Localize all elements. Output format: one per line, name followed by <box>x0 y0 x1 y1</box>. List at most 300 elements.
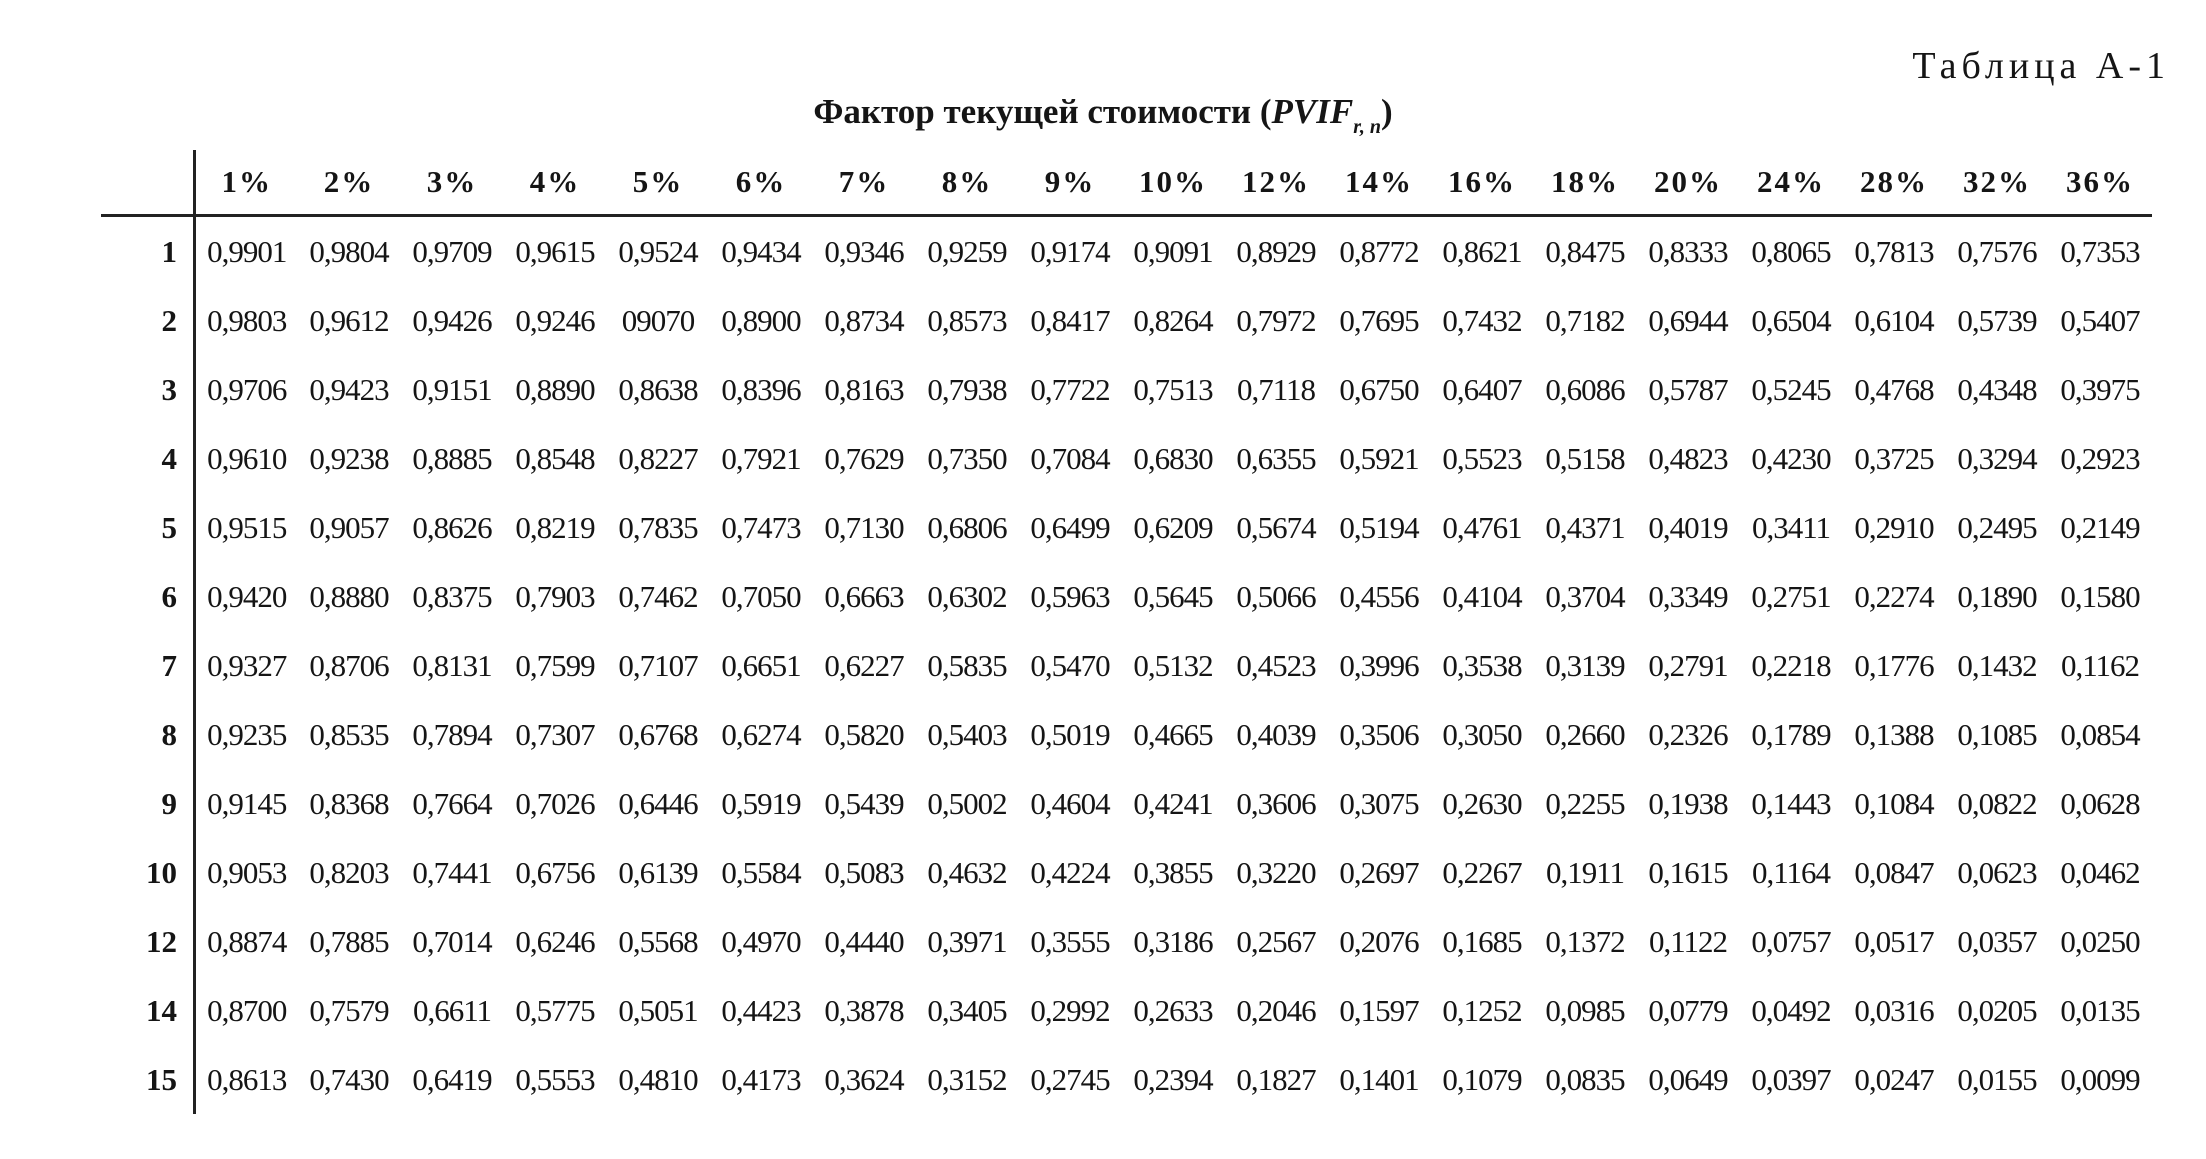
column-header-rate: 7% <box>813 150 916 216</box>
table-cell: 0,6663 <box>824 578 904 614</box>
table-cell: 0,6806 <box>927 509 1007 545</box>
table-cell: 0,2567 <box>1236 923 1316 959</box>
table-cell: 0,6830 <box>1133 440 1213 476</box>
table-cell: 0,6086 <box>1545 371 1625 407</box>
table-cell: 0,2046 <box>1236 992 1316 1028</box>
table-cell: 0,7664 <box>412 785 492 821</box>
table-cell: 0,4241 <box>1133 785 1213 821</box>
table-cell: 0,5963 <box>1030 578 1110 614</box>
table-cell: 0,2697 <box>1339 854 1419 890</box>
table-cell: 0,6407 <box>1442 371 1522 407</box>
table-cell: 0,0357 <box>1957 923 2037 959</box>
table-cell: 0,7835 <box>618 509 698 545</box>
table-row <box>101 976 2152 1045</box>
table-cell: 0,3975 <box>2060 371 2140 407</box>
table-cell: 0,8772 <box>1339 233 1419 269</box>
table-cell: 0,7894 <box>412 716 492 752</box>
table-row <box>101 424 2152 493</box>
table-cell: 0,3294 <box>1957 440 2037 476</box>
table-cell: 0,0757 <box>1751 923 1831 959</box>
table-cell: 0,8535 <box>309 716 389 752</box>
table-cell: 0,6139 <box>618 854 698 890</box>
table-cell: 0,5132 <box>1133 647 1213 683</box>
table-cell: 0,1827 <box>1236 1061 1316 1097</box>
table-cell: 0,3050 <box>1442 716 1522 752</box>
column-header-rate: 5% <box>607 150 710 216</box>
table-cell: 0,8929 <box>1236 233 1316 269</box>
table-cell: 0,7813 <box>1854 233 1934 269</box>
table-cell: 0,1597 <box>1339 992 1419 1028</box>
table-cell: 0,8890 <box>515 371 595 407</box>
pvif-table <box>101 150 2152 1114</box>
table-cell: 0,7353 <box>2060 233 2140 269</box>
column-header-rate: 1% <box>195 150 298 216</box>
column-header-rate: 20% <box>1637 150 1740 216</box>
table-cell: 0,2218 <box>1751 647 1831 683</box>
table-cell: 0,8203 <box>309 854 389 890</box>
table-cell: 0,2910 <box>1854 509 1934 545</box>
column-header-rate: 28% <box>1843 150 1946 216</box>
table-cell: 0,3349 <box>1648 578 1728 614</box>
table-cell: 0,1938 <box>1648 785 1728 821</box>
table-cell: 0,1443 <box>1751 785 1831 821</box>
table-cell: 0,2923 <box>2060 440 2140 476</box>
table-cell: 0,8573 <box>927 302 1007 338</box>
table-cell: 0,3725 <box>1854 440 1934 476</box>
table-cell: 0,7084 <box>1030 440 1110 476</box>
table-cell: 0,5775 <box>515 992 595 1028</box>
table-cell: 0,9803 <box>207 302 287 338</box>
table-cell: 0,3704 <box>1545 578 1625 614</box>
table-row <box>101 769 2152 838</box>
table-cell: 0,4523 <box>1236 647 1316 683</box>
table-cell: 0,1079 <box>1442 1061 1522 1097</box>
table-cell: 0,2326 <box>1648 716 1728 752</box>
table-cell: 0,9235 <box>207 716 287 752</box>
table-cell: 0,9610 <box>207 440 287 476</box>
table-cell: 0,1164 <box>1751 854 1831 890</box>
table-cell: 0,5066 <box>1236 578 1316 614</box>
table-cell: 0,5470 <box>1030 647 1110 683</box>
table-cell: 0,1085 <box>1957 716 2037 752</box>
table-cell: 0,4810 <box>618 1061 698 1097</box>
table-cell: 0,0854 <box>2060 716 2140 752</box>
row-header-period: 14 <box>101 976 195 1045</box>
table-cell: 0,1162 <box>2060 647 2140 683</box>
table-row <box>101 700 2152 769</box>
table-cell: 0,7473 <box>721 509 801 545</box>
table-cell: 0,0847 <box>1854 854 1934 890</box>
table-cell: 0,1401 <box>1339 1061 1419 1097</box>
table-cell: 0,8163 <box>824 371 904 407</box>
table-cell: 0,4173 <box>721 1061 801 1097</box>
table-cell: 0,1372 <box>1545 923 1625 959</box>
column-header-rate: 6% <box>710 150 813 216</box>
table-cell: 0,6944 <box>1648 302 1728 338</box>
table-cell: 0,2992 <box>1030 992 1110 1028</box>
table-cell: 0,2751 <box>1751 578 1831 614</box>
table-cell: 0,1388 <box>1854 716 1934 752</box>
table-cell: 0,6419 <box>412 1061 492 1097</box>
table-cell: 0,3506 <box>1339 716 1419 752</box>
column-header-rate: 2% <box>298 150 401 216</box>
column-header-rate: 14% <box>1328 150 1431 216</box>
table-cell: 0,7576 <box>1957 233 2037 269</box>
table-cell: 0,7579 <box>309 992 389 1028</box>
table-cell: 0,9420 <box>207 578 287 614</box>
table-cell: 0,4768 <box>1854 371 1934 407</box>
table-cell: 0,9174 <box>1030 233 1110 269</box>
table-cell: 0,1615 <box>1648 854 1728 890</box>
table-cell: 0,7441 <box>412 854 492 890</box>
column-header-rate: 18% <box>1534 150 1637 216</box>
table-cell: 0,6209 <box>1133 509 1213 545</box>
table-cell: 0,8227 <box>618 440 698 476</box>
table-cell: 0,4423 <box>721 992 801 1028</box>
table-cell: 0,4348 <box>1957 371 2037 407</box>
table-cell: 0,6504 <box>1751 302 1831 338</box>
table-cell: 0,7432 <box>1442 302 1522 338</box>
table-cell: 0,5407 <box>2060 302 2140 338</box>
table-cell: 0,4970 <box>721 923 801 959</box>
table-cell: 0,4761 <box>1442 509 1522 545</box>
column-header-rate: 4% <box>504 150 607 216</box>
table-cell: 0,7182 <box>1545 302 1625 338</box>
table-cell: 0,7026 <box>515 785 595 821</box>
table-cell: 0,1432 <box>1957 647 2037 683</box>
table-cell: 0,3624 <box>824 1061 904 1097</box>
table-cell: 0,5158 <box>1545 440 1625 476</box>
table-cell: 0,7629 <box>824 440 904 476</box>
table-row <box>101 631 2152 700</box>
table-cell: 0,0205 <box>1957 992 2037 1028</box>
table-cell: 0,8065 <box>1751 233 1831 269</box>
table-cell: 0,3878 <box>824 992 904 1028</box>
table-cell: 0,7430 <box>309 1061 389 1097</box>
table-cell: 0,9524 <box>618 233 698 269</box>
table-cell: 0,8475 <box>1545 233 1625 269</box>
row-header-period: 3 <box>101 355 195 424</box>
corner-cell <box>101 150 195 216</box>
table-cell: 0,9053 <box>207 854 287 890</box>
table-cell: 0,6355 <box>1236 440 1316 476</box>
table-cell: 0,9346 <box>824 233 904 269</box>
title-subscript: r, n <box>1353 116 1382 138</box>
table-cell: 0,9901 <box>207 233 287 269</box>
table-cell: 0,8264 <box>1133 302 1213 338</box>
table-cell: 0,9423 <box>309 371 389 407</box>
table-row <box>101 907 2152 976</box>
table-cell: 0,1789 <box>1751 716 1831 752</box>
column-header-rate: 12% <box>1225 150 1328 216</box>
title-close: ) <box>1381 92 1393 131</box>
table-cell: 0,6274 <box>721 716 801 752</box>
row-header-period: 4 <box>101 424 195 493</box>
table-cell: 0,9709 <box>412 233 492 269</box>
table-cell: 0,5739 <box>1957 302 2037 338</box>
table-cell: 0,8333 <box>1648 233 1728 269</box>
table-cell: 0,9057 <box>309 509 389 545</box>
column-header-rate: 16% <box>1431 150 1534 216</box>
table-cell: 0,5674 <box>1236 509 1316 545</box>
table-cell: 0,9426 <box>412 302 492 338</box>
table-cell: 0,5439 <box>824 785 904 821</box>
table-cell: 0,0492 <box>1751 992 1831 1028</box>
table-cell: 0,6104 <box>1854 302 1934 338</box>
title-text: Фактор текущей стоимости ( <box>813 92 1272 131</box>
table-cell: 0,5835 <box>927 647 1007 683</box>
table-cell: 0,6227 <box>824 647 904 683</box>
table-cell: 0,4224 <box>1030 854 1110 890</box>
table-cell: 0,0649 <box>1648 1061 1728 1097</box>
table-row <box>101 493 2152 562</box>
table-cell: 0,1580 <box>2060 578 2140 614</box>
table-cell: 0,1685 <box>1442 923 1522 959</box>
table-cell: 0,8621 <box>1442 233 1522 269</box>
table-cell: 0,8375 <box>412 578 492 614</box>
table-cell: 0,7014 <box>412 923 492 959</box>
column-header-rate: 32% <box>1946 150 2049 216</box>
table-row <box>101 562 2152 631</box>
table-cell: 0,0247 <box>1854 1061 1934 1097</box>
table-cell: 0,5568 <box>618 923 698 959</box>
table-cell: 0,8874 <box>207 923 287 959</box>
table-cell: 0,2630 <box>1442 785 1522 821</box>
table-cell: 0,6611 <box>412 992 492 1028</box>
table-cell: 0,9615 <box>515 233 595 269</box>
table-row <box>101 216 2152 287</box>
table-cell: 0,6750 <box>1339 371 1419 407</box>
table-cell: 0,9434 <box>721 233 801 269</box>
table-cell: 0,5921 <box>1339 440 1419 476</box>
table-cell: 0,4556 <box>1339 578 1419 614</box>
table-cell: 0,2495 <box>1957 509 2037 545</box>
table-cell: 0,2791 <box>1648 647 1728 683</box>
table-cell: 0,4019 <box>1648 509 1728 545</box>
table-cell: 0,7130 <box>824 509 904 545</box>
table-cell: 0,7903 <box>515 578 595 614</box>
table-cell: 0,8626 <box>412 509 492 545</box>
table-cell: 0,1122 <box>1648 923 1728 959</box>
table-cell: 0,8131 <box>412 647 492 683</box>
table-cell: 0,0155 <box>1957 1061 2037 1097</box>
table-cell: 0,9515 <box>207 509 287 545</box>
table-cell: 0,1890 <box>1957 578 2037 614</box>
column-header-rate: 3% <box>401 150 504 216</box>
table-cell: 0,5403 <box>927 716 1007 752</box>
table-cell: 0,0099 <box>2060 1061 2140 1097</box>
table-cell: 0,2660 <box>1545 716 1625 752</box>
table-cell: 0,5051 <box>618 992 698 1028</box>
table-cell: 0,7118 <box>1236 371 1316 407</box>
title-symbol: PVIF <box>1271 92 1354 131</box>
table-cell: 0,3139 <box>1545 647 1625 683</box>
table-cell: 0,0517 <box>1854 923 1934 959</box>
table-cell: 0,5553 <box>515 1061 595 1097</box>
table-cell: 0,4371 <box>1545 509 1625 545</box>
row-header-period: 6 <box>101 562 195 631</box>
table-cell: 0,2274 <box>1854 578 1934 614</box>
row-header-period: 10 <box>101 838 195 907</box>
table-cell: 0,3220 <box>1236 854 1316 890</box>
table-cell: 0,7695 <box>1339 302 1419 338</box>
row-header-period: 1 <box>101 216 195 287</box>
table-cell: 0,8219 <box>515 509 595 545</box>
table-cell: 0,7885 <box>309 923 389 959</box>
table-cell: 0,5002 <box>927 785 1007 821</box>
table-cell: 0,5194 <box>1339 509 1419 545</box>
table-cell: 0,7107 <box>618 647 698 683</box>
table-cell: 0,1776 <box>1854 647 1934 683</box>
table-cell: 0,5919 <box>721 785 801 821</box>
table-row <box>101 286 2152 355</box>
table-cell: 0,7921 <box>721 440 801 476</box>
table-cell: 0,1252 <box>1442 992 1522 1028</box>
table-cell: 0,7350 <box>927 440 1007 476</box>
table-cell: 0,3152 <box>927 1061 1007 1097</box>
table-cell: 0,9091 <box>1133 233 1213 269</box>
table-cell: 0,0462 <box>2060 854 2140 890</box>
table-cell: 0,7462 <box>618 578 698 614</box>
table-cell: 0,6499 <box>1030 509 1110 545</box>
table-cell: 0,3411 <box>1751 509 1831 545</box>
row-header-period: 8 <box>101 700 195 769</box>
table-cell: 0,6446 <box>618 785 698 821</box>
table-cell: 0,6651 <box>721 647 801 683</box>
row-header-period: 9 <box>101 769 195 838</box>
table-cell: 0,7050 <box>721 578 801 614</box>
row-header-period: 12 <box>101 907 195 976</box>
column-header-rate: 36% <box>2049 150 2152 216</box>
table-cell: 0,5820 <box>824 716 904 752</box>
table-cell: 0,1911 <box>1545 854 1625 890</box>
table-cell: 0,0628 <box>2060 785 2140 821</box>
table-cell: 0,8706 <box>309 647 389 683</box>
table-cell: 0,3555 <box>1030 923 1110 959</box>
row-header-period: 15 <box>101 1045 195 1114</box>
table-cell: 0,3405 <box>927 992 1007 1028</box>
table-cell: 0,2633 <box>1133 992 1213 1028</box>
table-cell: 0,7599 <box>515 647 595 683</box>
table-cell: 0,5019 <box>1030 716 1110 752</box>
table-cell: 0,4440 <box>824 923 904 959</box>
table-cell: 0,8613 <box>207 1061 287 1097</box>
table-cell: 0,4823 <box>1648 440 1728 476</box>
table-cell: 0,0835 <box>1545 1061 1625 1097</box>
table-body <box>101 216 2152 1115</box>
table-cell: 09070 <box>621 302 695 338</box>
table-cell: 0,3075 <box>1339 785 1419 821</box>
table-cell: 0,8548 <box>515 440 595 476</box>
table-cell: 0,9151 <box>412 371 492 407</box>
column-header-rate: 9% <box>1019 150 1122 216</box>
table-cell: 0,4665 <box>1133 716 1213 752</box>
table-cell: 0,1084 <box>1854 785 1934 821</box>
table-cell: 0,5083 <box>824 854 904 890</box>
table-cell: 0,8885 <box>412 440 492 476</box>
table-number-label: Таблица А-1 <box>1912 45 2170 87</box>
table-cell: 0,0779 <box>1648 992 1728 1028</box>
row-header-period: 2 <box>101 286 195 355</box>
header-row <box>101 150 2152 216</box>
table-cell: 0,5584 <box>721 854 801 890</box>
table-cell: 0,7938 <box>927 371 1007 407</box>
table-cell: 0,6756 <box>515 854 595 890</box>
table-cell: 0,6246 <box>515 923 595 959</box>
table-cell: 0,3606 <box>1236 785 1316 821</box>
table-cell: 0,7513 <box>1133 371 1213 407</box>
table-cell: 0,3855 <box>1133 854 1213 890</box>
table-cell: 0,2267 <box>1442 854 1522 890</box>
column-header-rate: 8% <box>916 150 1019 216</box>
table-cell: 0,2149 <box>2060 509 2140 545</box>
table-cell: 0,8900 <box>721 302 801 338</box>
table-cell: 0,6302 <box>927 578 1007 614</box>
table-cell: 0,0316 <box>1854 992 1934 1028</box>
table-cell: 0,9612 <box>309 302 389 338</box>
table-cell: 0,4039 <box>1236 716 1316 752</box>
table-cell: 0,6768 <box>618 716 698 752</box>
table-cell: 0,9804 <box>309 233 389 269</box>
table-cell: 0,8700 <box>207 992 287 1028</box>
table-cell: 0,8734 <box>824 302 904 338</box>
table-cell: 0,9706 <box>207 371 287 407</box>
table-row <box>101 355 2152 424</box>
row-header-period: 7 <box>101 631 195 700</box>
table-cell: 0,0250 <box>2060 923 2140 959</box>
column-header-rate: 10% <box>1122 150 1225 216</box>
table-cell: 0,3186 <box>1133 923 1213 959</box>
table-cell: 0,4632 <box>927 854 1007 890</box>
table-cell: 0,2076 <box>1339 923 1419 959</box>
table-cell: 0,9145 <box>207 785 287 821</box>
table-cell: 0,4104 <box>1442 578 1522 614</box>
table-cell: 0,8638 <box>618 371 698 407</box>
table-cell: 0,5787 <box>1648 371 1728 407</box>
table-cell: 0,0623 <box>1957 854 2037 890</box>
table-cell: 0,7722 <box>1030 371 1110 407</box>
table-cell: 0,3971 <box>927 923 1007 959</box>
table-cell: 0,9246 <box>515 302 595 338</box>
table-cell: 0,8368 <box>309 785 389 821</box>
table-cell: 0,3538 <box>1442 647 1522 683</box>
table-cell: 0,2394 <box>1133 1061 1213 1097</box>
table-cell: 0,2745 <box>1030 1061 1110 1097</box>
table-cell: 0,8417 <box>1030 302 1110 338</box>
table-cell: 0,5245 <box>1751 371 1831 407</box>
column-header-rate: 24% <box>1740 150 1843 216</box>
table-cell: 0,9259 <box>927 233 1007 269</box>
table-cell: 0,7972 <box>1236 302 1316 338</box>
table-cell: 0,0135 <box>2060 992 2140 1028</box>
table-cell: 0,5645 <box>1133 578 1213 614</box>
table-cell: 0,5523 <box>1442 440 1522 476</box>
table-cell: 0,9327 <box>207 647 287 683</box>
table-cell: 0,7307 <box>515 716 595 752</box>
table-row <box>101 1045 2152 1114</box>
row-header-period: 5 <box>101 493 195 562</box>
table-cell: 0,0397 <box>1751 1061 1831 1097</box>
table-cell: 0,0822 <box>1957 785 2037 821</box>
table-cell: 0,2255 <box>1545 785 1625 821</box>
table-title <box>0 92 2206 139</box>
table-cell: 0,4604 <box>1030 785 1110 821</box>
table-cell: 0,9238 <box>309 440 389 476</box>
table-row <box>101 838 2152 907</box>
table-cell: 0,0985 <box>1545 992 1625 1028</box>
table-cell: 0,4230 <box>1751 440 1831 476</box>
table-cell: 0,8396 <box>721 371 801 407</box>
